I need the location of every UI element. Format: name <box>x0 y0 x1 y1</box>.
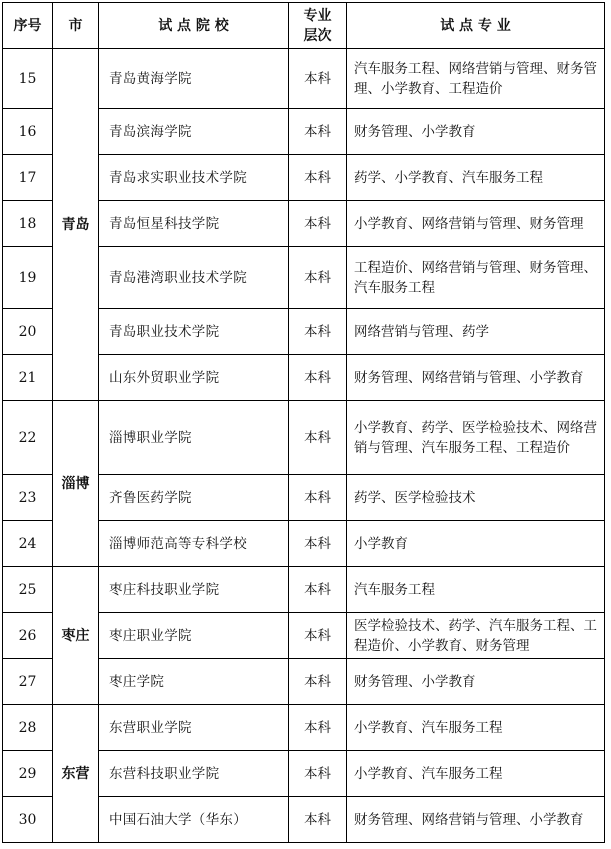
school-name: 青岛港湾职业技术学院 <box>99 247 289 309</box>
city-cell: 青岛 <box>53 49 99 401</box>
table-row <box>3 567 605 613</box>
city-cell: 东营 <box>53 705 99 843</box>
major-cell: 小学教育 <box>347 521 605 567</box>
level-cell: 本科 <box>289 705 347 751</box>
level-cell: 本科 <box>289 355 347 401</box>
school-name: 淄博职业学院 <box>99 401 289 475</box>
table-row <box>3 49 605 109</box>
row-no: 23 <box>3 475 53 521</box>
level-cell: 本科 <box>289 475 347 521</box>
row-no: 17 <box>3 155 53 201</box>
major-cell: 工程造价、网络营销与管理、财务管理、汽车服务工程 <box>347 247 605 309</box>
row-no: 21 <box>3 355 53 401</box>
school-name: 青岛恒星科技学院 <box>99 201 289 247</box>
major-cell: 财务管理、网络营销与管理、小学教育 <box>347 355 605 401</box>
row-no: 18 <box>3 201 53 247</box>
school-name: 东营科技职业学院 <box>99 751 289 797</box>
school-name: 青岛黄海学院 <box>99 49 289 109</box>
level-cell: 本科 <box>289 247 347 309</box>
level-cell: 本科 <box>289 401 347 475</box>
level-cell: 本科 <box>289 613 347 659</box>
major-cell: 汽车服务工程 <box>347 567 605 613</box>
table-header-row <box>3 3 605 49</box>
header-no: 序号 <box>3 3 53 49</box>
row-no: 24 <box>3 521 53 567</box>
row-no: 29 <box>3 751 53 797</box>
row-no: 15 <box>3 49 53 109</box>
row-no: 25 <box>3 567 53 613</box>
level-cell: 本科 <box>289 155 347 201</box>
school-name: 齐鲁医药学院 <box>99 475 289 521</box>
row-no: 19 <box>3 247 53 309</box>
city-cell: 淄博 <box>53 401 99 567</box>
level-cell: 本科 <box>289 659 347 705</box>
level-cell: 本科 <box>289 567 347 613</box>
level-cell: 本科 <box>289 109 347 155</box>
school-name: 山东外贸职业学院 <box>99 355 289 401</box>
school-name: 枣庄职业学院 <box>99 613 289 659</box>
table-row <box>3 705 605 751</box>
header-school: 试 点 院 校 <box>99 3 289 49</box>
row-no: 30 <box>3 797 53 843</box>
major-cell: 药学、小学教育、汽车服务工程 <box>347 155 605 201</box>
pilot-schools-table <box>2 2 605 843</box>
school-name: 枣庄科技职业学院 <box>99 567 289 613</box>
school-name: 青岛求实职业技术学院 <box>99 155 289 201</box>
major-cell: 小学教育、汽车服务工程 <box>347 751 605 797</box>
level-cell: 本科 <box>289 751 347 797</box>
header-level: 专业层次 <box>289 3 347 49</box>
table-row <box>3 401 605 475</box>
header-city: 市 <box>53 3 99 49</box>
level-cell: 本科 <box>289 49 347 109</box>
school-name: 青岛滨海学院 <box>99 109 289 155</box>
major-cell: 医学检验技术、药学、汽车服务工程、工程造价、小学教育、财务管理 <box>347 613 605 659</box>
school-name: 中国石油大学（华东） <box>99 797 289 843</box>
level-cell: 本科 <box>289 309 347 355</box>
school-name: 淄博师范高等专科学校 <box>99 521 289 567</box>
row-no: 26 <box>3 613 53 659</box>
major-cell: 网络营销与管理、药学 <box>347 309 605 355</box>
city-cell: 枣庄 <box>53 567 99 705</box>
major-cell: 小学教育、药学、医学检验技术、网络营销与管理、汽车服务工程、工程造价 <box>347 401 605 475</box>
row-no: 16 <box>3 109 53 155</box>
major-cell: 财务管理、小学教育 <box>347 659 605 705</box>
row-no: 22 <box>3 401 53 475</box>
major-cell: 小学教育、汽车服务工程 <box>347 705 605 751</box>
row-no: 20 <box>3 309 53 355</box>
major-cell: 小学教育、网络营销与管理、财务管理 <box>347 201 605 247</box>
level-cell: 本科 <box>289 201 347 247</box>
row-no: 28 <box>3 705 53 751</box>
school-name: 枣庄学院 <box>99 659 289 705</box>
school-name: 东营职业学院 <box>99 705 289 751</box>
school-name: 青岛职业技术学院 <box>99 309 289 355</box>
major-cell: 财务管理、网络营销与管理、小学教育 <box>347 797 605 843</box>
level-cell: 本科 <box>289 521 347 567</box>
major-cell: 汽车服务工程、网络营销与管理、财务管理、小学教育、工程造价 <box>347 49 605 109</box>
row-no: 27 <box>3 659 53 705</box>
major-cell: 财务管理、小学教育 <box>347 109 605 155</box>
header-major: 试 点 专 业 <box>347 3 605 49</box>
level-cell: 本科 <box>289 797 347 843</box>
major-cell: 药学、医学检验技术 <box>347 475 605 521</box>
